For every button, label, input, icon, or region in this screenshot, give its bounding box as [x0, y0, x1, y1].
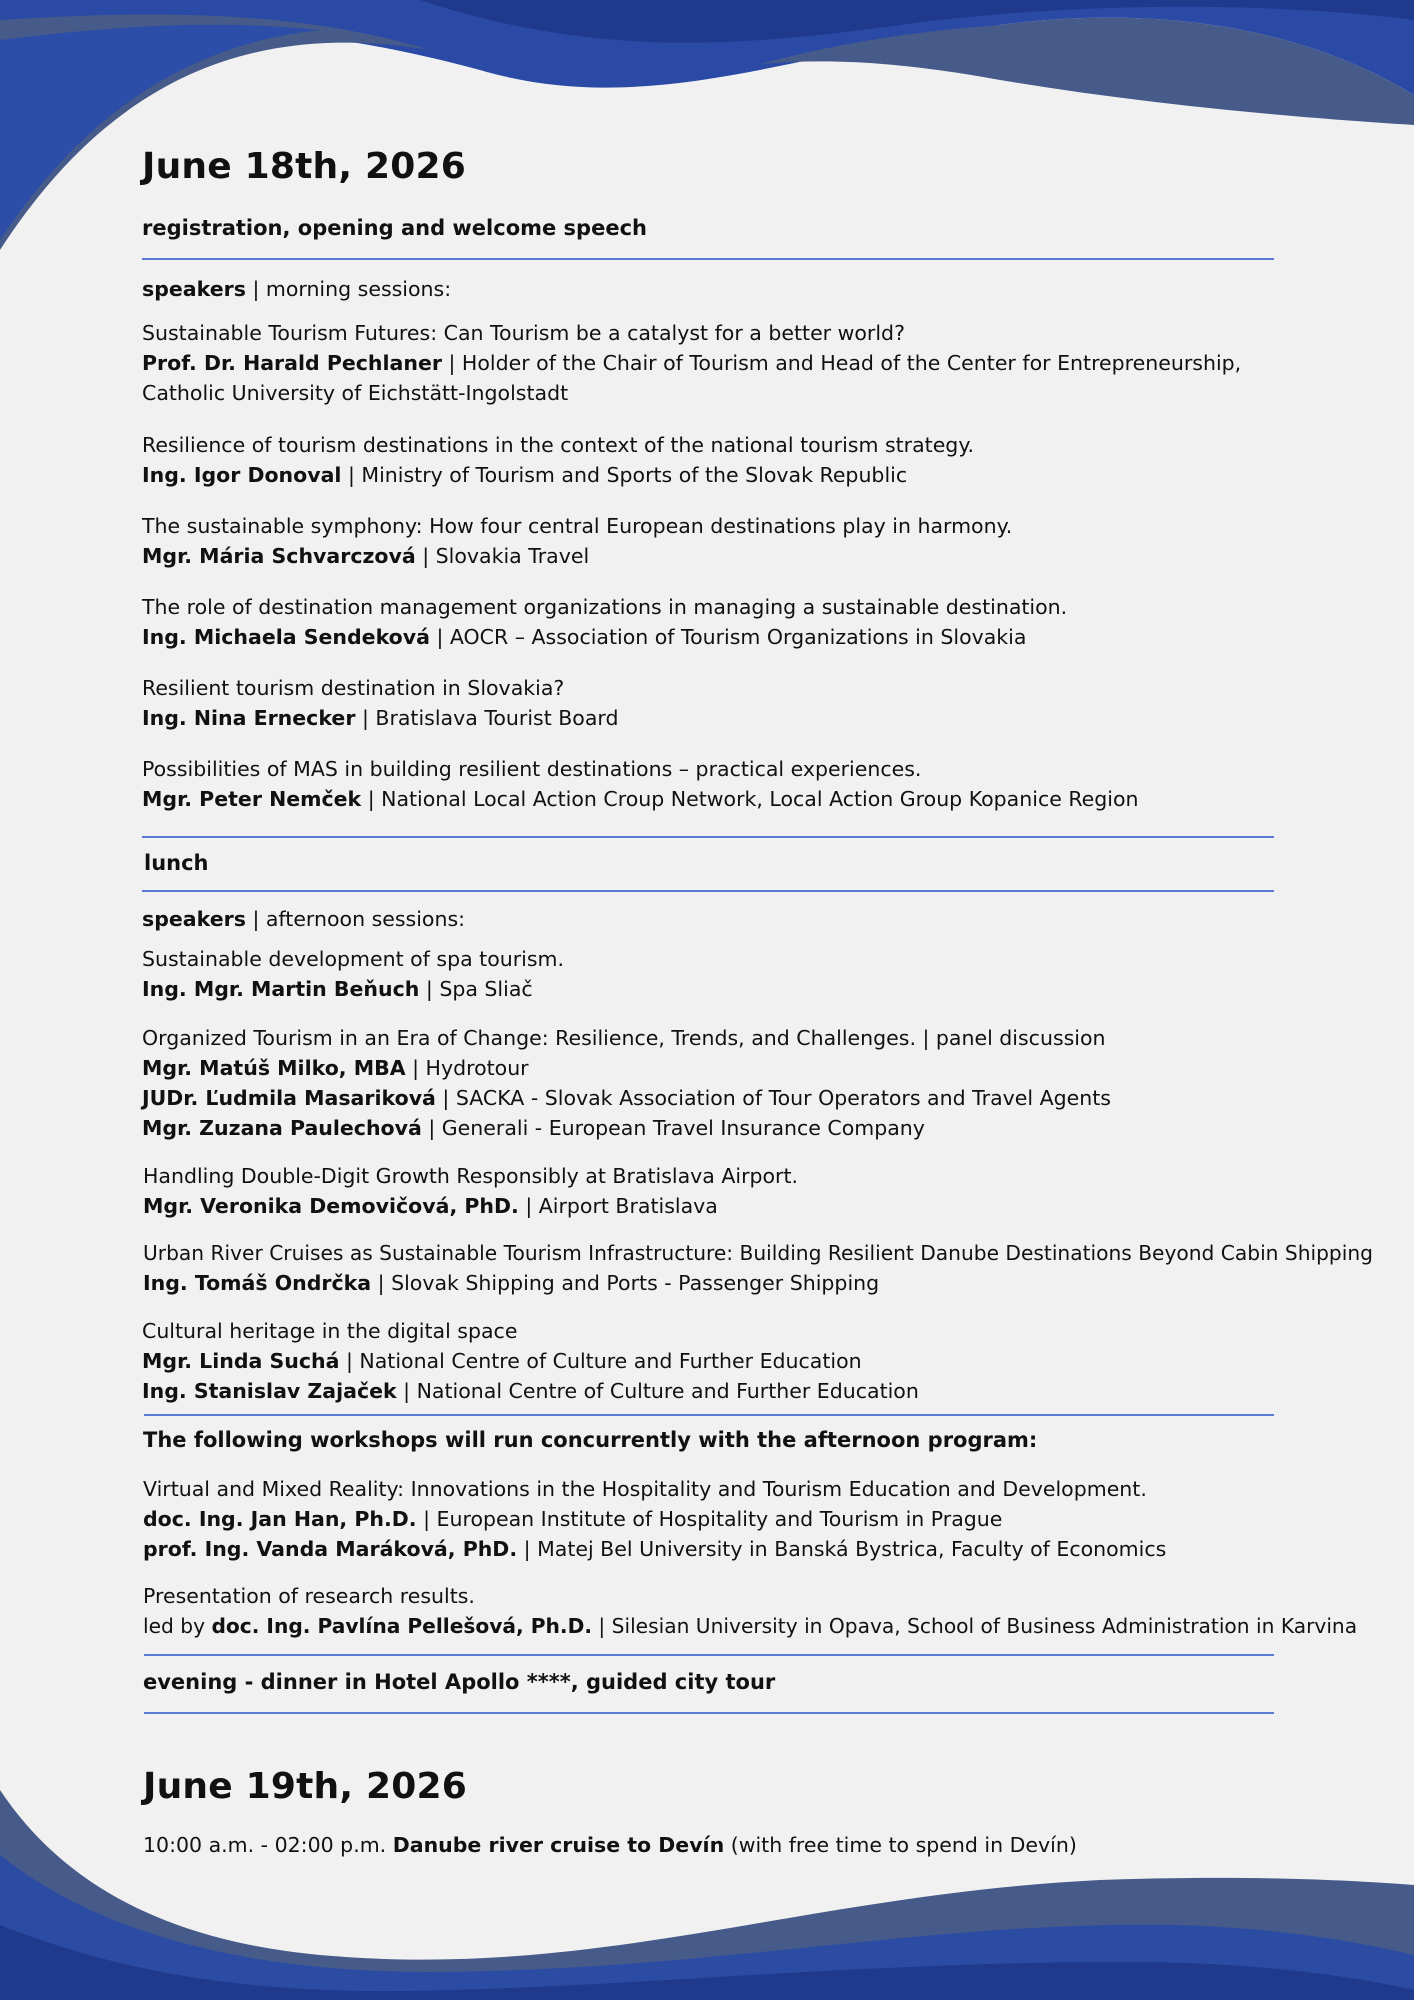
speaker-affiliation: | Silesian University in Opava, School of Business Administration in Karvina	[592, 1614, 1358, 1638]
speaker-affiliation: | Generali - European Travel Insurance Company	[421, 1116, 925, 1140]
speaker-affiliation: | National Centre of Culture and Further Education	[339, 1349, 862, 1373]
talk-title: The role of destination management organizations in managing a sustainable destination.	[142, 595, 1068, 619]
workshop-title: Virtual and Mixed Reality: Innovations in the Hospitality and Tourism Education and Development.	[143, 1477, 1147, 1501]
speaker-line	[142, 1376, 919, 1406]
day1-date: June 18th, 2026	[142, 146, 466, 187]
speaker-affiliation: | Ministry of Tourism and Sports of the Slovak Republic	[341, 463, 908, 487]
talk-title: Cultural heritage in the digital space	[142, 1319, 518, 1343]
speaker-name: Mgr. Zuzana Paulechová	[142, 1116, 422, 1140]
sessions-label: | afternoon sessions:	[245, 907, 466, 931]
speaker-name: doc. Ing. Pavlína Pellešová, Ph.D.	[211, 1614, 593, 1638]
speaker-affiliation: | AOCR – Association of Tourism Organizations in Slovakia	[429, 625, 1027, 649]
speakers-label: speakers	[142, 277, 246, 301]
morning-sessions-header	[142, 274, 451, 304]
speaker-line	[142, 1346, 862, 1376]
talk-title: Possibilities of MAS in building resilient destinations – practical experiences.	[142, 757, 922, 781]
speaker-line	[142, 784, 1139, 814]
speaker-affiliation: | Holder of the Chair of Tourism and Head of the Center for Entrepreneurship,	[441, 351, 1242, 375]
speaker-name: Ing. Michaela Sendeková	[142, 625, 430, 649]
speaker-line	[142, 1053, 529, 1083]
speaker-line	[142, 622, 1026, 652]
cruise-note: (with free time to spend in Devín)	[724, 1833, 1077, 1857]
speaker-name: Ing. Igor Donoval	[142, 463, 342, 487]
speaker-line	[142, 348, 1241, 378]
divider	[142, 836, 1274, 838]
speakers-label: speakers	[142, 907, 246, 931]
talk-title: Resilience of tourism destinations in the context of the national tourism strategy.	[142, 433, 975, 457]
speaker-name: Ing. Mgr. Martin Beňuch	[142, 977, 420, 1001]
speaker-name: Mgr. Mária Schvarczová	[142, 544, 416, 568]
speaker-affiliation: | Matej Bel University in Banská Bystrica, Faculty of Economics	[517, 1537, 1167, 1561]
talk-title: Sustainable Tourism Futures: Can Tourism be a catalyst for a better world?	[142, 321, 905, 345]
cruise-event: Danube river cruise to Devín	[392, 1833, 725, 1857]
talk-title: The sustainable symphony: How four central European destinations play in harmony.	[142, 514, 1013, 538]
speaker-affiliation: | National Centre of Culture and Further Education	[396, 1379, 919, 1403]
speaker-name: Ing. Tomáš Ondrčka	[143, 1271, 372, 1295]
speaker-affiliation: | Slovak Shipping and Ports - Passenger Shipping	[371, 1271, 880, 1295]
speaker-name: JUDr. Ľudmila Masariková	[142, 1086, 436, 1110]
speaker-line	[143, 1504, 1002, 1534]
divider	[142, 258, 1274, 260]
divider	[144, 1414, 1274, 1416]
speaker-name: prof. Ing. Vanda Maráková, PhD.	[143, 1537, 518, 1561]
day2-date: June 19th, 2026	[143, 1766, 467, 1807]
lunch-item: lunch	[144, 851, 209, 875]
speaker-line	[143, 1611, 1357, 1641]
speaker-affiliation: | SACKA - Slovak Association of Tour Operators and Travel Agents	[435, 1086, 1111, 1110]
speaker-line	[142, 1113, 925, 1143]
evening-item: evening - dinner in Hotel Apollo ****, guided city tour	[143, 1670, 776, 1694]
speaker-affiliation: | European Institute of Hospitality and Tourism in Prague	[416, 1507, 1003, 1531]
talk-title: Urban River Cruises as Sustainable Tourism Infrastructure: Building Resilient Danube Destinations Beyond Cabin Shipping	[143, 1241, 1373, 1265]
divider	[144, 1712, 1274, 1714]
divider	[142, 890, 1274, 892]
afternoon-sessions-header	[142, 904, 465, 934]
speaker-affiliation: | Airport Bratislava	[518, 1194, 718, 1218]
talk-title: Handling Double-Digit Growth Responsibly at Bratislava Airport.	[143, 1164, 799, 1188]
speaker-name: Mgr. Veronika Demovičová, PhD.	[143, 1194, 519, 1218]
opening-item: registration, opening and welcome speech	[142, 216, 647, 240]
speaker-affiliation: | Bratislava Tourist Board	[355, 706, 619, 730]
speaker-name: Mgr. Peter Nemček	[142, 787, 362, 811]
speaker-line	[143, 1534, 1166, 1564]
speaker-affiliation: | National Local Action Croup Network, Local Action Group Kopanice Region	[361, 787, 1139, 811]
speaker-line	[142, 974, 533, 1004]
speaker-name: Ing. Nina Ernecker	[142, 706, 356, 730]
speaker-line	[142, 703, 619, 733]
speaker-line	[142, 460, 907, 490]
speaker-name: Mgr. Linda Suchá	[142, 1349, 340, 1373]
speaker-line	[143, 1191, 718, 1221]
cruise-time: 10:00 a.m. - 02:00 p.m.	[143, 1833, 393, 1857]
speaker-name: Ing. Stanislav Zajaček	[142, 1379, 397, 1403]
talk-title: Resilient tourism destination in Slovakia?	[142, 676, 565, 700]
talk-title: Organized Tourism in an Era of Change: Resilience, Trends, and Challenges. | panel discussion	[142, 1026, 1106, 1050]
speaker-affiliation: | Spa Sliač	[419, 977, 533, 1001]
workshop-title: Presentation of research results.	[143, 1584, 475, 1608]
workshops-header: The following workshops will run concurrently with the afternoon program:	[143, 1428, 1038, 1452]
speaker-line	[142, 1083, 1111, 1113]
cruise-item	[143, 1830, 1077, 1860]
led-by-label: led by	[143, 1614, 212, 1638]
divider	[144, 1654, 1274, 1656]
speaker-name: doc. Ing. Jan Han, Ph.D.	[143, 1507, 417, 1531]
speaker-affiliation: | Slovakia Travel	[415, 544, 590, 568]
speaker-line	[142, 541, 589, 571]
speaker-name: Prof. Dr. Harald Pechlaner	[142, 351, 442, 375]
speaker-name: Mgr. Matúš Milko, MBA	[142, 1056, 406, 1080]
sessions-label: | morning sessions:	[245, 277, 452, 301]
talk-title: Sustainable development of spa tourism.	[142, 947, 565, 971]
affiliation-continuation: Catholic University of Eichstätt-Ingolstadt	[142, 381, 569, 405]
speaker-line	[143, 1268, 879, 1298]
speaker-affiliation: | Hydrotour	[405, 1056, 529, 1080]
